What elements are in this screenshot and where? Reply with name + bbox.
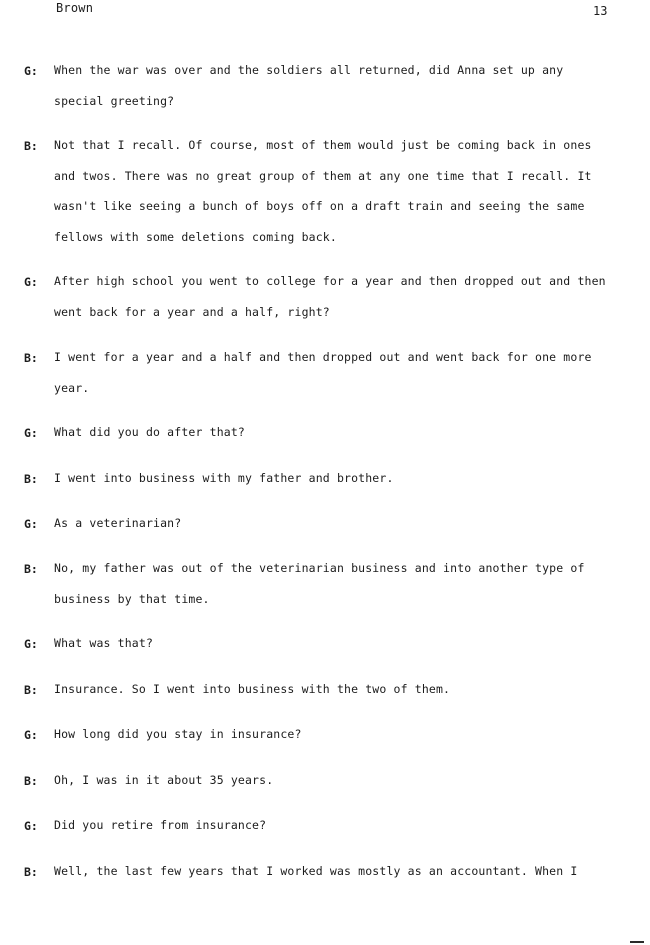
speaker-label: G: <box>24 64 38 78</box>
speaker-label: G: <box>24 426 38 440</box>
entry-text: Oh, I was in it about 35 years. <box>54 773 274 787</box>
entry-text: Did you retire from insurance? <box>54 818 267 832</box>
entry-text: Not that I recall. Of course, most of them would just be coming back in ones and twos. There was no great group of them at any one time that I recall. It wasn't like seeing a bunch of boys off on a draft train and seeing the same fellows with some deletions coming back. <box>54 138 592 244</box>
scan-edge-mark <box>630 941 644 943</box>
speaker-label: G: <box>24 275 38 289</box>
speaker-label: B: <box>24 562 38 576</box>
entry-text: No, my father was out of the veterinarian business and into another type of business by that time. <box>54 561 585 606</box>
entry-text: Well, the last few years that I worked was mostly as an accountant. When I <box>54 864 578 878</box>
entry-text: Insurance. So I went into business with the two of them. <box>54 682 451 696</box>
speaker-label: B: <box>24 351 38 365</box>
speaker-label: G: <box>24 728 38 742</box>
speaker-label: B: <box>24 472 38 486</box>
speaker-label: B: <box>24 774 38 788</box>
entry-text: What was that? <box>54 636 154 650</box>
speaker-label: G: <box>24 819 38 833</box>
speaker-label: B: <box>24 683 38 697</box>
entry-text: I went for a year and a half and then dropped out and went back for one more year. <box>54 350 592 395</box>
speaker-label: G: <box>24 637 38 651</box>
speaker-label: G: <box>24 517 38 531</box>
header-name: Brown <box>56 1 94 15</box>
entry-text: When the war was over and the soldiers all returned, did Anna set up any special greeting? <box>54 63 564 108</box>
speaker-label: B: <box>24 865 38 879</box>
entry-text: After high school you went to college for a year and then dropped out and then went back for a year and a half, right? <box>54 274 606 319</box>
entry-text: What did you do after that? <box>54 425 245 439</box>
entry-text: I went into business with my father and brother. <box>54 471 394 485</box>
speaker-label: B: <box>24 139 38 153</box>
entry-text: As a veterinarian? <box>54 516 182 530</box>
entry-text: How long did you stay in insurance? <box>54 727 302 741</box>
page-number: 13 <box>593 4 608 18</box>
